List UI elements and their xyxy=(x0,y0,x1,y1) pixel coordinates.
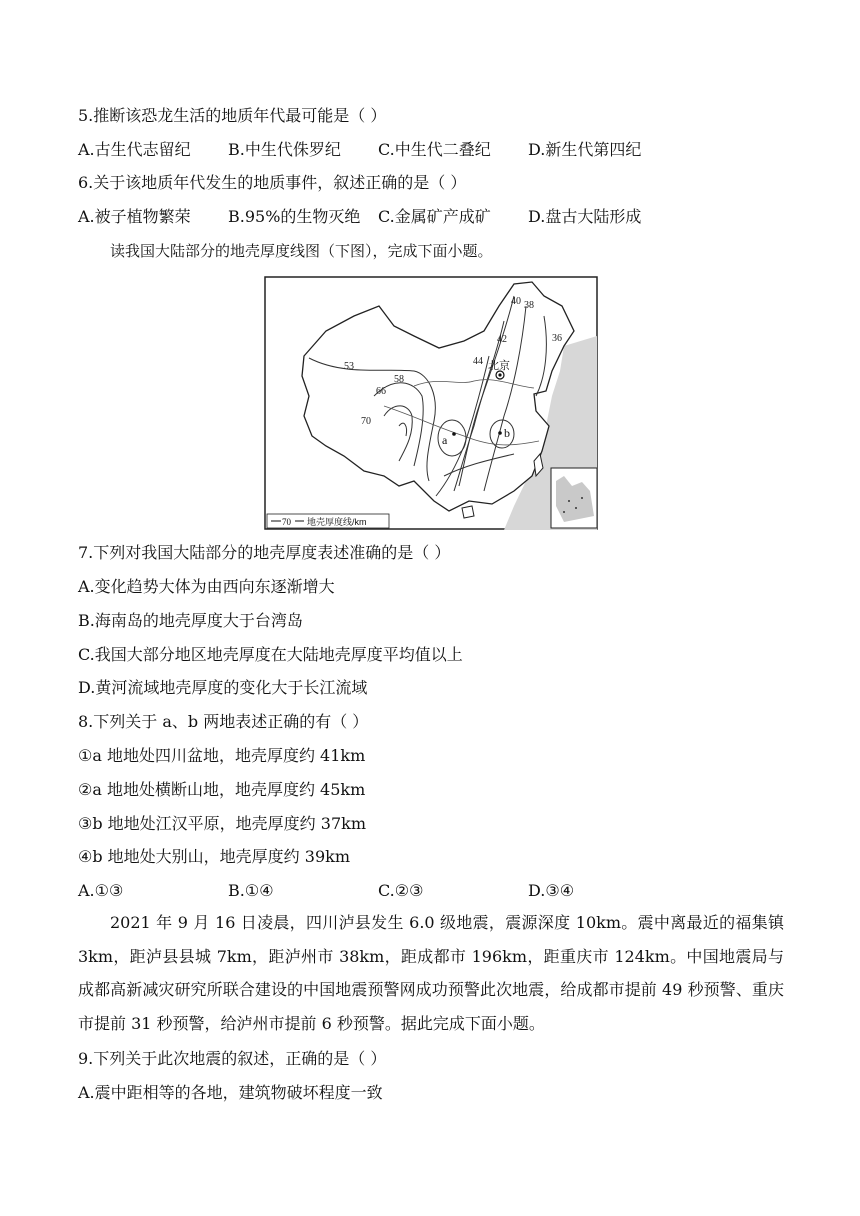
q8-option-a: A.①③ xyxy=(78,881,124,900)
q9-option-a: A.震中距相等的各地，建筑物破坏程度一致 xyxy=(78,1083,383,1102)
q6-option-b: B.95%的生物灭绝 xyxy=(228,207,361,226)
q8-statement-4: ④b 地地处大别山，地壳厚度约 39km xyxy=(78,847,350,866)
crust-thickness-map xyxy=(264,276,598,530)
q8-option-d: D.③④ xyxy=(528,881,575,900)
point-b-label: b xyxy=(504,426,510,440)
contour-label-38: 38 xyxy=(524,300,534,311)
map-legend xyxy=(267,514,389,528)
question-8-stem: 8.下列关于 a、b 两地表述正确的有（ ） xyxy=(78,712,369,731)
q5-option-c: C.中生代二叠纪 xyxy=(378,140,491,159)
q8-statement-3: ③b 地地处江汉平原，地壳厚度约 37km xyxy=(78,814,366,833)
q5-option-a: A.古生代志留纪 xyxy=(78,140,191,159)
q8-option-c: C.②③ xyxy=(378,881,424,900)
contour-label-53: 53 xyxy=(344,361,354,372)
q5-option-b: B.中生代侏罗纪 xyxy=(228,140,341,159)
contour-label-66: 66 xyxy=(376,386,386,397)
q6-option-c: C.金属矿产成矿 xyxy=(378,207,491,226)
question-9-stem: 9.下列关于此次地震的叙述，正确的是（ ） xyxy=(78,1049,387,1068)
q6-option-d: D.盘古大陆形成 xyxy=(528,207,642,226)
contour-label-42: 42 xyxy=(497,334,507,345)
point-a-label: a xyxy=(442,433,448,447)
q5-option-d: D.新生代第四纪 xyxy=(528,140,642,159)
contour-label-58: 58 xyxy=(394,374,404,385)
q7-option-d: D.黄河流域地壳厚度的变化大于长江流域 xyxy=(78,678,368,697)
question-7-stem: 7.下列对我国大陆部分的地壳厚度表述准确的是（ ） xyxy=(78,543,451,562)
earthquake-passage: 2021 年 9 月 16 日凌晨，四川泸县发生 6.0 级地震，震源深度 10km。震中离最近的福集镇 3km，距泸县县城 7km，距泸州市 38km，距成都市 196km，距重庆市 124km。中国地震局与成都高新减灾研究所联合建设的中国地震预警网成功预警此次地震，给成都市提前 49 秒预警、重庆市提前 31 秒预警，给泸州市提前 6 秒预警。据此完成下面小题。 xyxy=(78,913,784,1033)
q7-option-c: C.我国大部分地区地壳厚度在大陆地壳厚度平均值以上 xyxy=(78,645,463,664)
q6-option-a: A.被子植物繁荣 xyxy=(78,207,191,226)
beijing-label: 北京 xyxy=(488,360,510,372)
q8-statement-2: ②a 地地处横断山地，地壳厚度约 45km xyxy=(78,780,366,799)
q7-option-a: A.变化趋势大体为由西向东逐渐增大 xyxy=(78,577,335,596)
contour-label-40: 40 xyxy=(511,296,521,307)
legend-text: 地壳厚度线/km xyxy=(307,517,367,527)
contour-label-36: 36 xyxy=(552,333,562,344)
legend-value: 70 xyxy=(282,517,291,527)
q7-option-b: B.海南岛的地壳厚度大于台湾岛 xyxy=(78,611,303,630)
contour-label-70: 70 xyxy=(361,416,371,427)
south-china-sea-inset xyxy=(551,468,597,528)
contour-label-44: 44 xyxy=(473,356,483,367)
q8-option-b: B.①④ xyxy=(228,881,274,900)
question-6-stem: 6.关于该地质年代发生的地质事件，叙述正确的是（ ） xyxy=(78,173,467,192)
q8-statement-1: ①a 地地处四川盆地，地壳厚度约 41km xyxy=(78,746,366,765)
question-5-stem: 5.推断该恐龙生活的地质年代最可能是（ ） xyxy=(78,106,387,125)
map-intro: 读我国大陆部分的地壳厚度线图（下图），完成下面小题。 xyxy=(110,242,493,260)
